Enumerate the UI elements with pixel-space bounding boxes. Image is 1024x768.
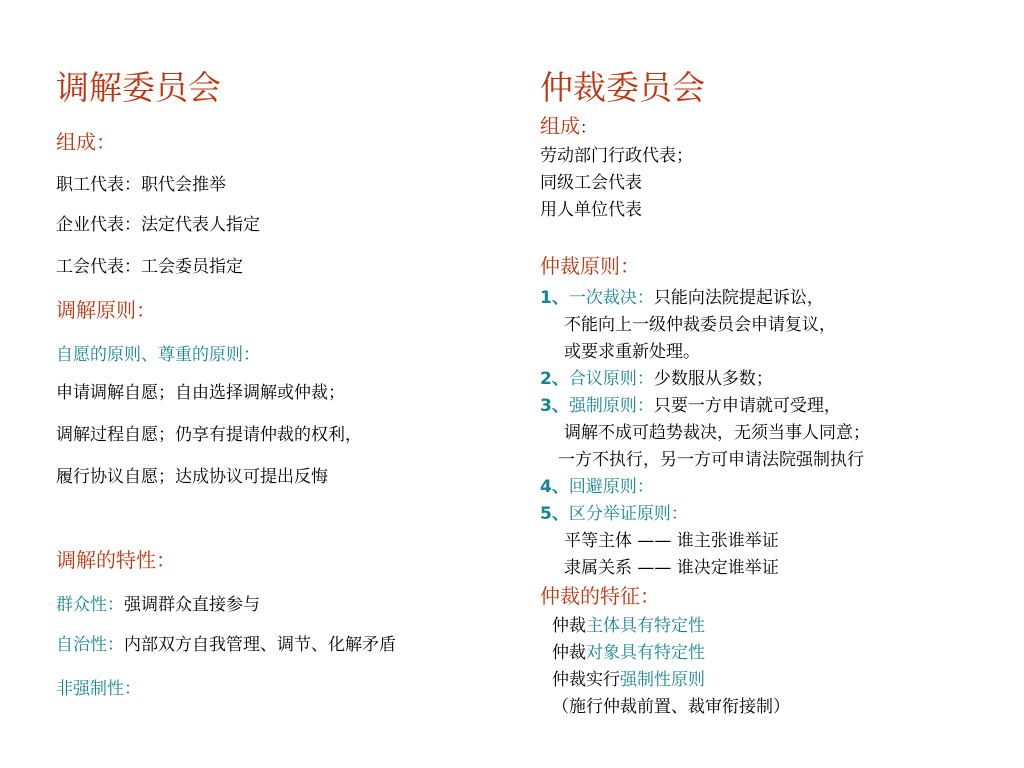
principle-2: [540, 364, 773, 389]
mediation-trait-item: [56, 590, 260, 615]
arbitration-title: 仲裁委员会: [540, 68, 705, 107]
principle-1-continuation: 或要求重新处理。: [564, 342, 700, 362]
mediation-principle-item: 调解过程自愿；仍享有提请仲裁的权利，: [56, 425, 362, 445]
principle-1-continuation: 不能向上一级仲裁委员会申请复议，: [564, 315, 836, 335]
arbitration-features-heading: 仲裁的特征：: [540, 584, 660, 608]
arbitration-composition-item: 劳动部门行政代表；: [540, 146, 693, 166]
principle-desc: 只能向法院提起诉讼，: [653, 288, 824, 308]
principle-name: 区分举证原则：: [568, 504, 688, 524]
principle-3: [540, 391, 841, 416]
principle-number: 3、: [540, 396, 569, 416]
principle-3-continuation: 调解不成可趋势裁决，无须当事人同意；: [564, 423, 870, 443]
arbitration-feature-item: [552, 638, 705, 663]
mediation-principle-item: 申请调解自愿；自由选择调解或仲裁；: [56, 383, 345, 403]
principle-3-continuation: 一方不执行，另一方可申请法院强制执行: [558, 450, 864, 470]
mediation-principle-item: 履行协议自愿；达成协议可提出反悔: [56, 467, 328, 487]
arbitration-composition-item: 同级工会代表: [540, 173, 642, 193]
feature-prefix: 仲裁实行: [552, 670, 620, 690]
mediation-principles-heading: 调解原则：: [56, 298, 156, 322]
principle-5: [540, 499, 688, 524]
mediation-composition-item: 职工代表：职代会推举: [56, 175, 226, 195]
arbitration-composition-item: 用人单位代表: [540, 200, 642, 220]
principle-desc: 只要一方申请就可受理，: [653, 396, 841, 416]
arbitration-principles-heading: 仲裁原则：: [540, 254, 640, 278]
trait-name: 群众性：: [56, 595, 124, 615]
principle-1: [540, 283, 824, 308]
principle-5-continuation: 隶属关系 —— 谁决定谁举证: [564, 558, 779, 578]
arbitration-composition-heading: 组成: [540, 114, 580, 138]
mediation-composition-item: 工会代表：工会委员指定: [56, 257, 243, 277]
trait-name: 自治性：: [56, 635, 124, 655]
principle-4: [540, 472, 654, 497]
composition-colon: ：: [580, 118, 597, 137]
mediation-trait-item: [56, 630, 396, 655]
principle-name: 回避原则：: [568, 477, 654, 497]
feature-highlight: 对象具有特定性: [586, 643, 705, 663]
trait-name: 非强制性：: [56, 679, 141, 699]
principle-name: 一次裁决：: [568, 288, 654, 308]
principle-number: 4、: [540, 477, 569, 497]
trait-desc: 强调群众直接参与: [124, 595, 260, 615]
arbitration-feature-item: [552, 665, 705, 690]
mediation-trait-item: [56, 674, 141, 699]
feature-prefix: 仲裁: [552, 616, 586, 636]
principle-number: 5、: [540, 504, 569, 524]
principle-5-continuation: 平等主体 —— 谁主张谁举证: [564, 531, 779, 551]
principle-name: 强制原则：: [568, 396, 654, 416]
mediation-principles-subheading: 自愿的原则、尊重的原则：: [56, 345, 260, 365]
feature-prefix: 仲裁: [552, 643, 586, 663]
arbitration-feature-item: [552, 611, 705, 636]
principle-number: 1、: [540, 288, 569, 308]
mediation-composition-heading: 组成：: [56, 130, 116, 154]
principle-name: 合议原则：: [568, 369, 654, 389]
arbitration-composition-heading-row: [540, 110, 596, 139]
arbitration-feature-note: （施行仲裁前置、裁审衔接制）: [552, 697, 790, 717]
principle-number: 2、: [540, 369, 569, 389]
mediation-title: 调解委员会: [56, 68, 221, 107]
mediation-composition-item: 企业代表：法定代表人指定: [56, 215, 260, 235]
trait-desc: 内部双方自我管理、调节、化解矛盾: [124, 635, 396, 655]
principle-desc: 少数服从多数；: [653, 369, 773, 389]
feature-highlight: 强制性原则: [620, 670, 705, 690]
mediation-traits-heading: 调解的特性：: [56, 548, 176, 572]
feature-highlight: 主体具有特定性: [586, 616, 705, 636]
